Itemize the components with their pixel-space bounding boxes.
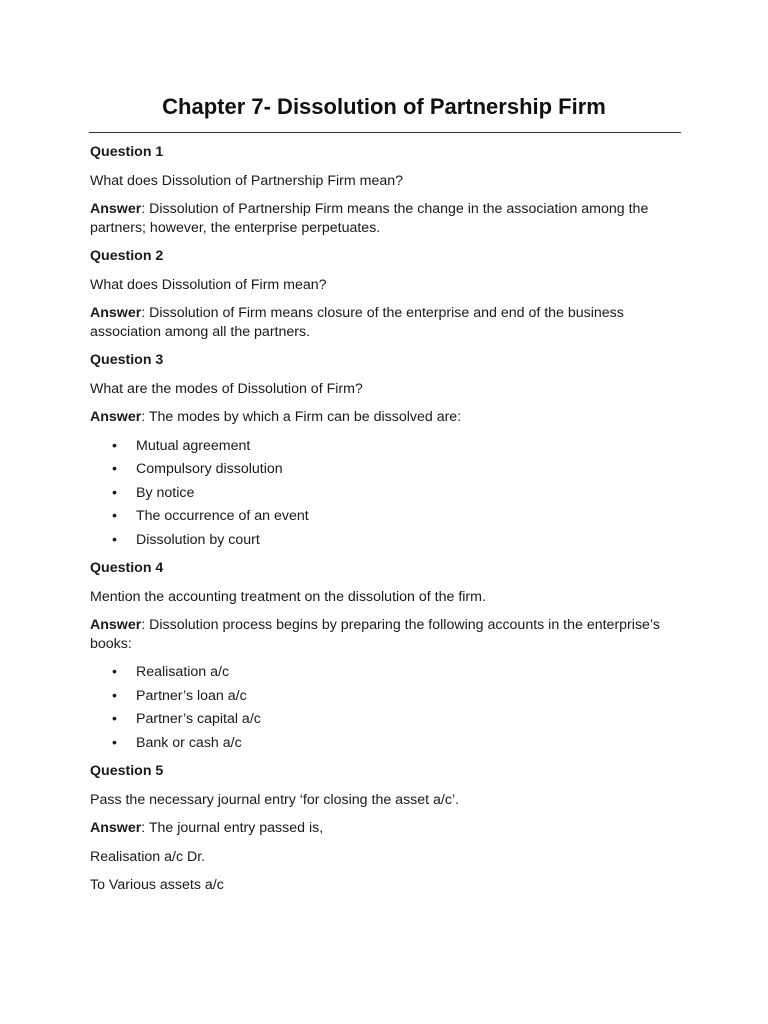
list-item-text: Dissolution by court (136, 531, 260, 548)
list-item (90, 687, 670, 711)
question-text: Pass the necessary journal entry ‘for closing the asset a/c’. (90, 791, 460, 808)
list-item (90, 663, 670, 687)
question-text: What does Dissolution of Firm mean? (90, 276, 327, 293)
list-item (90, 484, 670, 508)
list-item-text: Compulsory dissolution (136, 461, 283, 477)
list-item (90, 507, 670, 531)
bullet-icon: • (112, 484, 117, 501)
answer-label: Answer (90, 820, 142, 836)
list-item-text: The occurrence of an event (136, 508, 309, 524)
list-item-text: By notice (136, 484, 195, 501)
bullet-icon: • (112, 734, 117, 751)
answer-label: Answer (90, 409, 142, 425)
list-item-text: Realisation a/c (136, 664, 230, 680)
bullet-icon: • (112, 437, 117, 454)
list-item (90, 734, 670, 758)
answer-label: Answer (90, 617, 142, 633)
answer-text: : The modes by which a Firm can be dissolved are: (141, 409, 462, 425)
list-item (90, 460, 670, 484)
journal-entry-debit: Realisation a/c Dr. (90, 848, 206, 865)
answer-text: : Dissolution process begins by preparing the following accounts in the enterprise’s books: (90, 617, 660, 652)
answer-label: Answer (90, 305, 142, 321)
question-text: What does Dissolution of Partnership Firm mean? (90, 172, 404, 189)
bullet-icon: • (112, 508, 117, 524)
journal-entry-credit: To Various assets a/c (90, 877, 224, 893)
document-body (90, 143, 670, 905)
question-heading: Question 2 (90, 248, 164, 264)
list-item-text: Mutual agreement (136, 437, 251, 454)
answer-paragraph (90, 200, 670, 237)
question-heading: Question 4 (90, 560, 164, 576)
answer-paragraph (90, 304, 670, 341)
answer-label: Answer (90, 201, 142, 217)
bullet-icon: • (112, 664, 117, 680)
answer-text: : Dissolution of Firm means closure of the enterprise and end of the business association among all the partners. (90, 305, 624, 340)
title-divider (89, 132, 681, 133)
question-text: Mention the accounting treatment on the dissolution of the firm. (90, 588, 486, 605)
modes-list (90, 437, 670, 555)
bullet-icon: • (112, 461, 117, 477)
list-item-text: Partner’s capital a/c (136, 711, 261, 727)
list-item-text: Bank or cash a/c (136, 734, 242, 751)
answer-paragraph (90, 819, 670, 838)
answer-text: : Dissolution of Partnership Firm means the change in the association among the partners; however, the enterprise perpetuates. (90, 201, 649, 236)
answer-text: : The journal entry passed is, (141, 820, 324, 836)
question-text: What are the modes of Dissolution of Firm? (90, 380, 363, 397)
question-heading: Question 1 (90, 144, 164, 160)
bullet-icon: • (112, 711, 117, 727)
list-item-text: Partner’s loan a/c (136, 687, 247, 704)
accounts-list (90, 663, 670, 757)
question-heading: Question 3 (90, 352, 164, 368)
list-item (90, 437, 670, 461)
list-item (90, 531, 670, 555)
answer-paragraph (90, 616, 670, 653)
list-item (90, 710, 670, 734)
question-heading: Question 5 (90, 763, 164, 779)
page-title: Chapter 7- Dissolution of Partnership Firm (162, 94, 606, 119)
answer-paragraph (90, 408, 670, 427)
bullet-icon: • (112, 687, 117, 704)
bullet-icon: • (112, 531, 117, 548)
